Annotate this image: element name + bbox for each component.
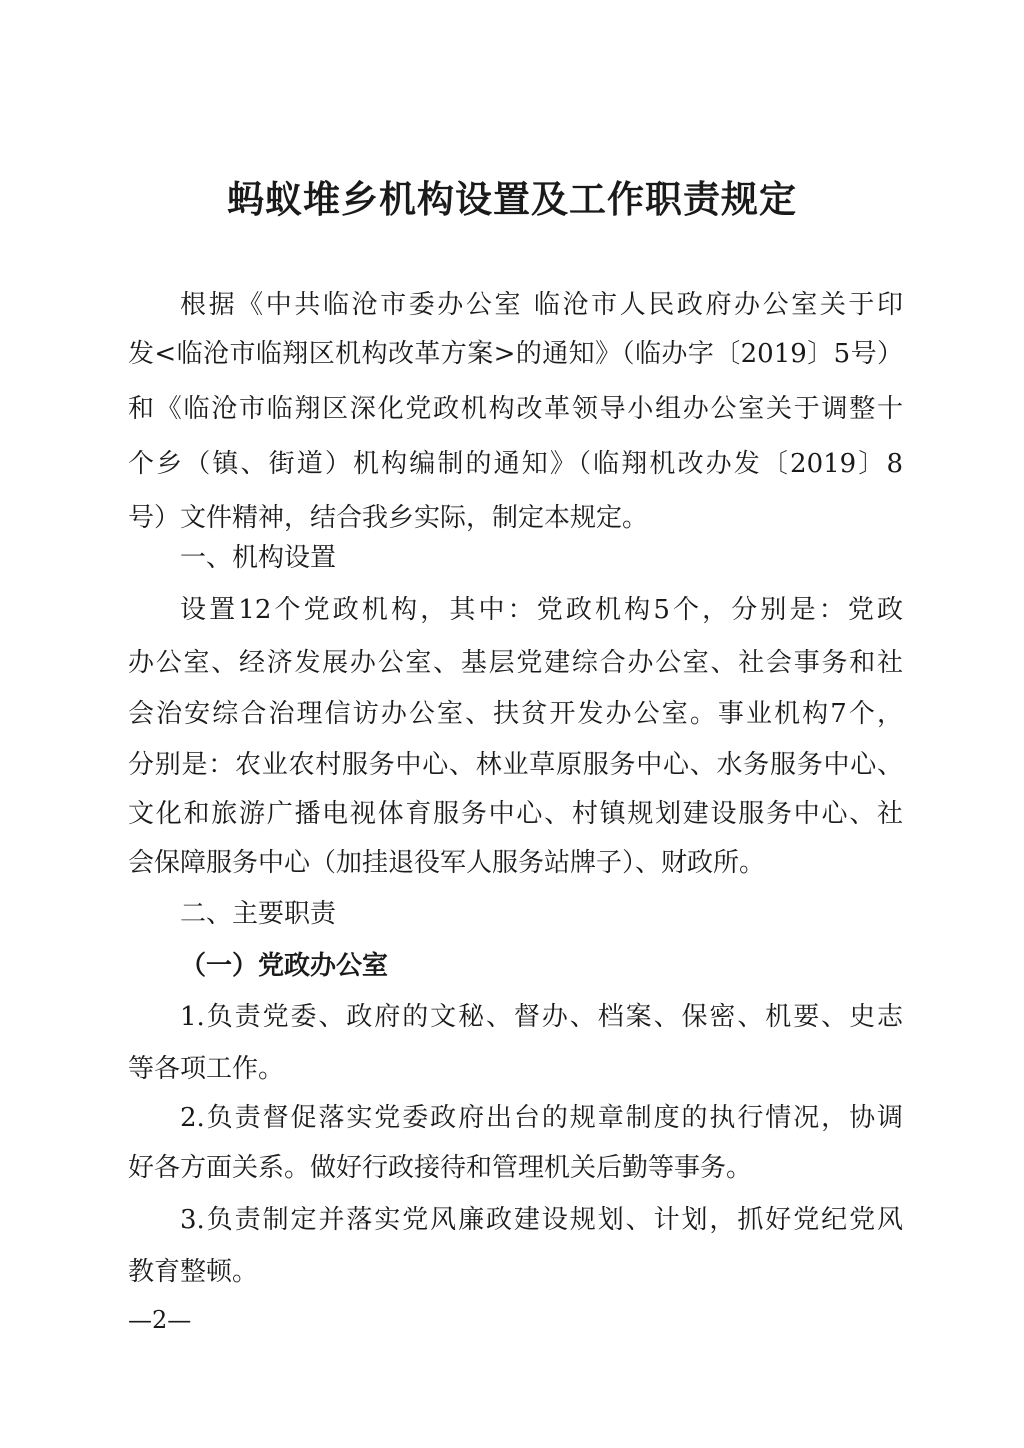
subsection-heading: （一）党政办公室 bbox=[180, 951, 389, 981]
section1-line: 文化和旅游广播电视体育服务中心、村镇规划建设服务中心、社 bbox=[128, 799, 903, 829]
intro-line: 发<临沧市临翔区机构改革方案>的通知》（临办字〔2019〕5号） bbox=[128, 339, 903, 369]
section1-line: 会保障服务中心（加挂退役军人服务站牌子）、财政所。 bbox=[128, 848, 766, 878]
section1-line: 分别是：农业农村服务中心、林业草原服务中心、水务服务中心、 bbox=[128, 750, 903, 780]
duty-item-line: 等各项工作。 bbox=[128, 1054, 285, 1084]
section-heading: 一、机构设置 bbox=[180, 543, 337, 573]
intro-line: 根据《中共临沧市委办公室 临沧市人民政府办公室关于印 bbox=[180, 290, 903, 320]
duty-item-line: 3.负责制定并落实党风廉政建设规划、计划，抓好党纪党风 bbox=[180, 1205, 903, 1235]
intro-line: 个乡（镇、街道）机构编制的通知》（临翔机改办发〔2019〕8 bbox=[128, 449, 903, 479]
section1-line: 办公室、经济发展办公室、基层党建综合办公室、社会事务和社 bbox=[128, 648, 903, 678]
section1-line: 会治安综合治理信访办公室、扶贫开发办公室。事业机构7个， bbox=[128, 699, 903, 729]
duty-item-line: 好各方面关系。做好行政接待和管理机关后勤等事务。 bbox=[128, 1153, 753, 1183]
duty-item-line: 教育整顿。 bbox=[128, 1257, 259, 1287]
section-heading: 二、主要职责 bbox=[180, 899, 337, 929]
section1-line: 设置12个党政机构，其中：党政机构5个，分别是：党政 bbox=[180, 595, 903, 625]
duty-item-line: 1.负责党委、政府的文秘、督办、档案、保密、机要、史志 bbox=[180, 1002, 903, 1032]
document-title: 蚂蚁堆乡机构设置及工作职责规定 bbox=[227, 178, 797, 221]
page-number: —2— bbox=[128, 1306, 192, 1334]
intro-line: 号）文件精神，结合我乡实际，制定本规定。 bbox=[128, 503, 649, 533]
duty-item-line: 2.负责督促落实党委政府出台的规章制度的执行情况，协调 bbox=[180, 1103, 903, 1133]
intro-line: 和《临沧市临翔区深化党政机构改革领导小组办公室关于调整十 bbox=[128, 394, 903, 424]
